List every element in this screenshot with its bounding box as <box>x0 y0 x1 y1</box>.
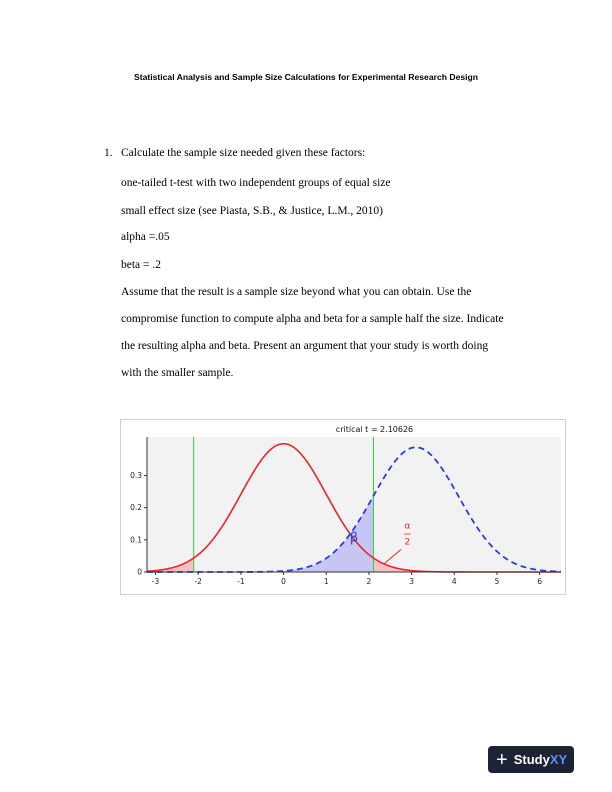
y-tick-label: 0 <box>137 567 142 577</box>
question-line: the resulting alpha and beta. Present an argument that your study is worth doing <box>121 340 489 352</box>
x-tick-label: 6 <box>537 577 543 586</box>
y-tick-label: 0.1 <box>130 535 142 545</box>
y-tick-label: 0.2 <box>130 503 142 513</box>
power-analysis-plot <box>120 419 566 595</box>
question-line: small effect size (see Piasta, S.B., & Justice, L.M., 2010) <box>121 205 384 217</box>
document-title: Statistical Analysis and Sample Size Calculations for Experimental Research Design <box>133 72 479 82</box>
logo-text-accent: XY <box>549 752 568 767</box>
x-tick-label: 4 <box>451 577 457 586</box>
question-line: Calculate the sample size needed given these factors: <box>121 147 366 159</box>
question-line: one-tailed t-test with two independent groups of equal size <box>121 177 391 189</box>
question-line: beta = .2 <box>121 259 162 271</box>
plot-svg <box>121 420 567 596</box>
x-tick-label: -3 <box>151 577 160 586</box>
alpha-label-numerator: α <box>404 521 411 532</box>
beta-label: β <box>349 530 359 546</box>
question-line: compromise function to compute alpha and beta for a sample half the size. Indicate <box>121 313 504 325</box>
logo-text: Study <box>513 752 550 767</box>
x-tick-label: -1 <box>237 577 245 586</box>
x-tick-label: 2 <box>366 577 372 586</box>
studyxy-logo[interactable] <box>488 746 574 773</box>
chart-title: critical t = 2.10626 <box>335 425 414 434</box>
x-tick-label: 5 <box>494 577 500 586</box>
alpha-label-denominator: 2 <box>404 537 411 548</box>
x-tick-label: 1 <box>323 577 329 586</box>
x-tick-label: 3 <box>409 577 415 586</box>
x-tick-label: -2 <box>194 577 202 586</box>
question-line: with the smaller sample. <box>121 367 234 379</box>
question-line: alpha =.05 <box>121 231 170 243</box>
y-tick-label: 0.3 <box>130 471 142 481</box>
x-tick-label: 0 <box>281 577 286 586</box>
plus-icon: + <box>496 748 508 771</box>
question-number: 1. <box>104 147 113 159</box>
question-line: Assume that the result is a sample size beyond what you can obtain. Use the <box>121 286 472 298</box>
